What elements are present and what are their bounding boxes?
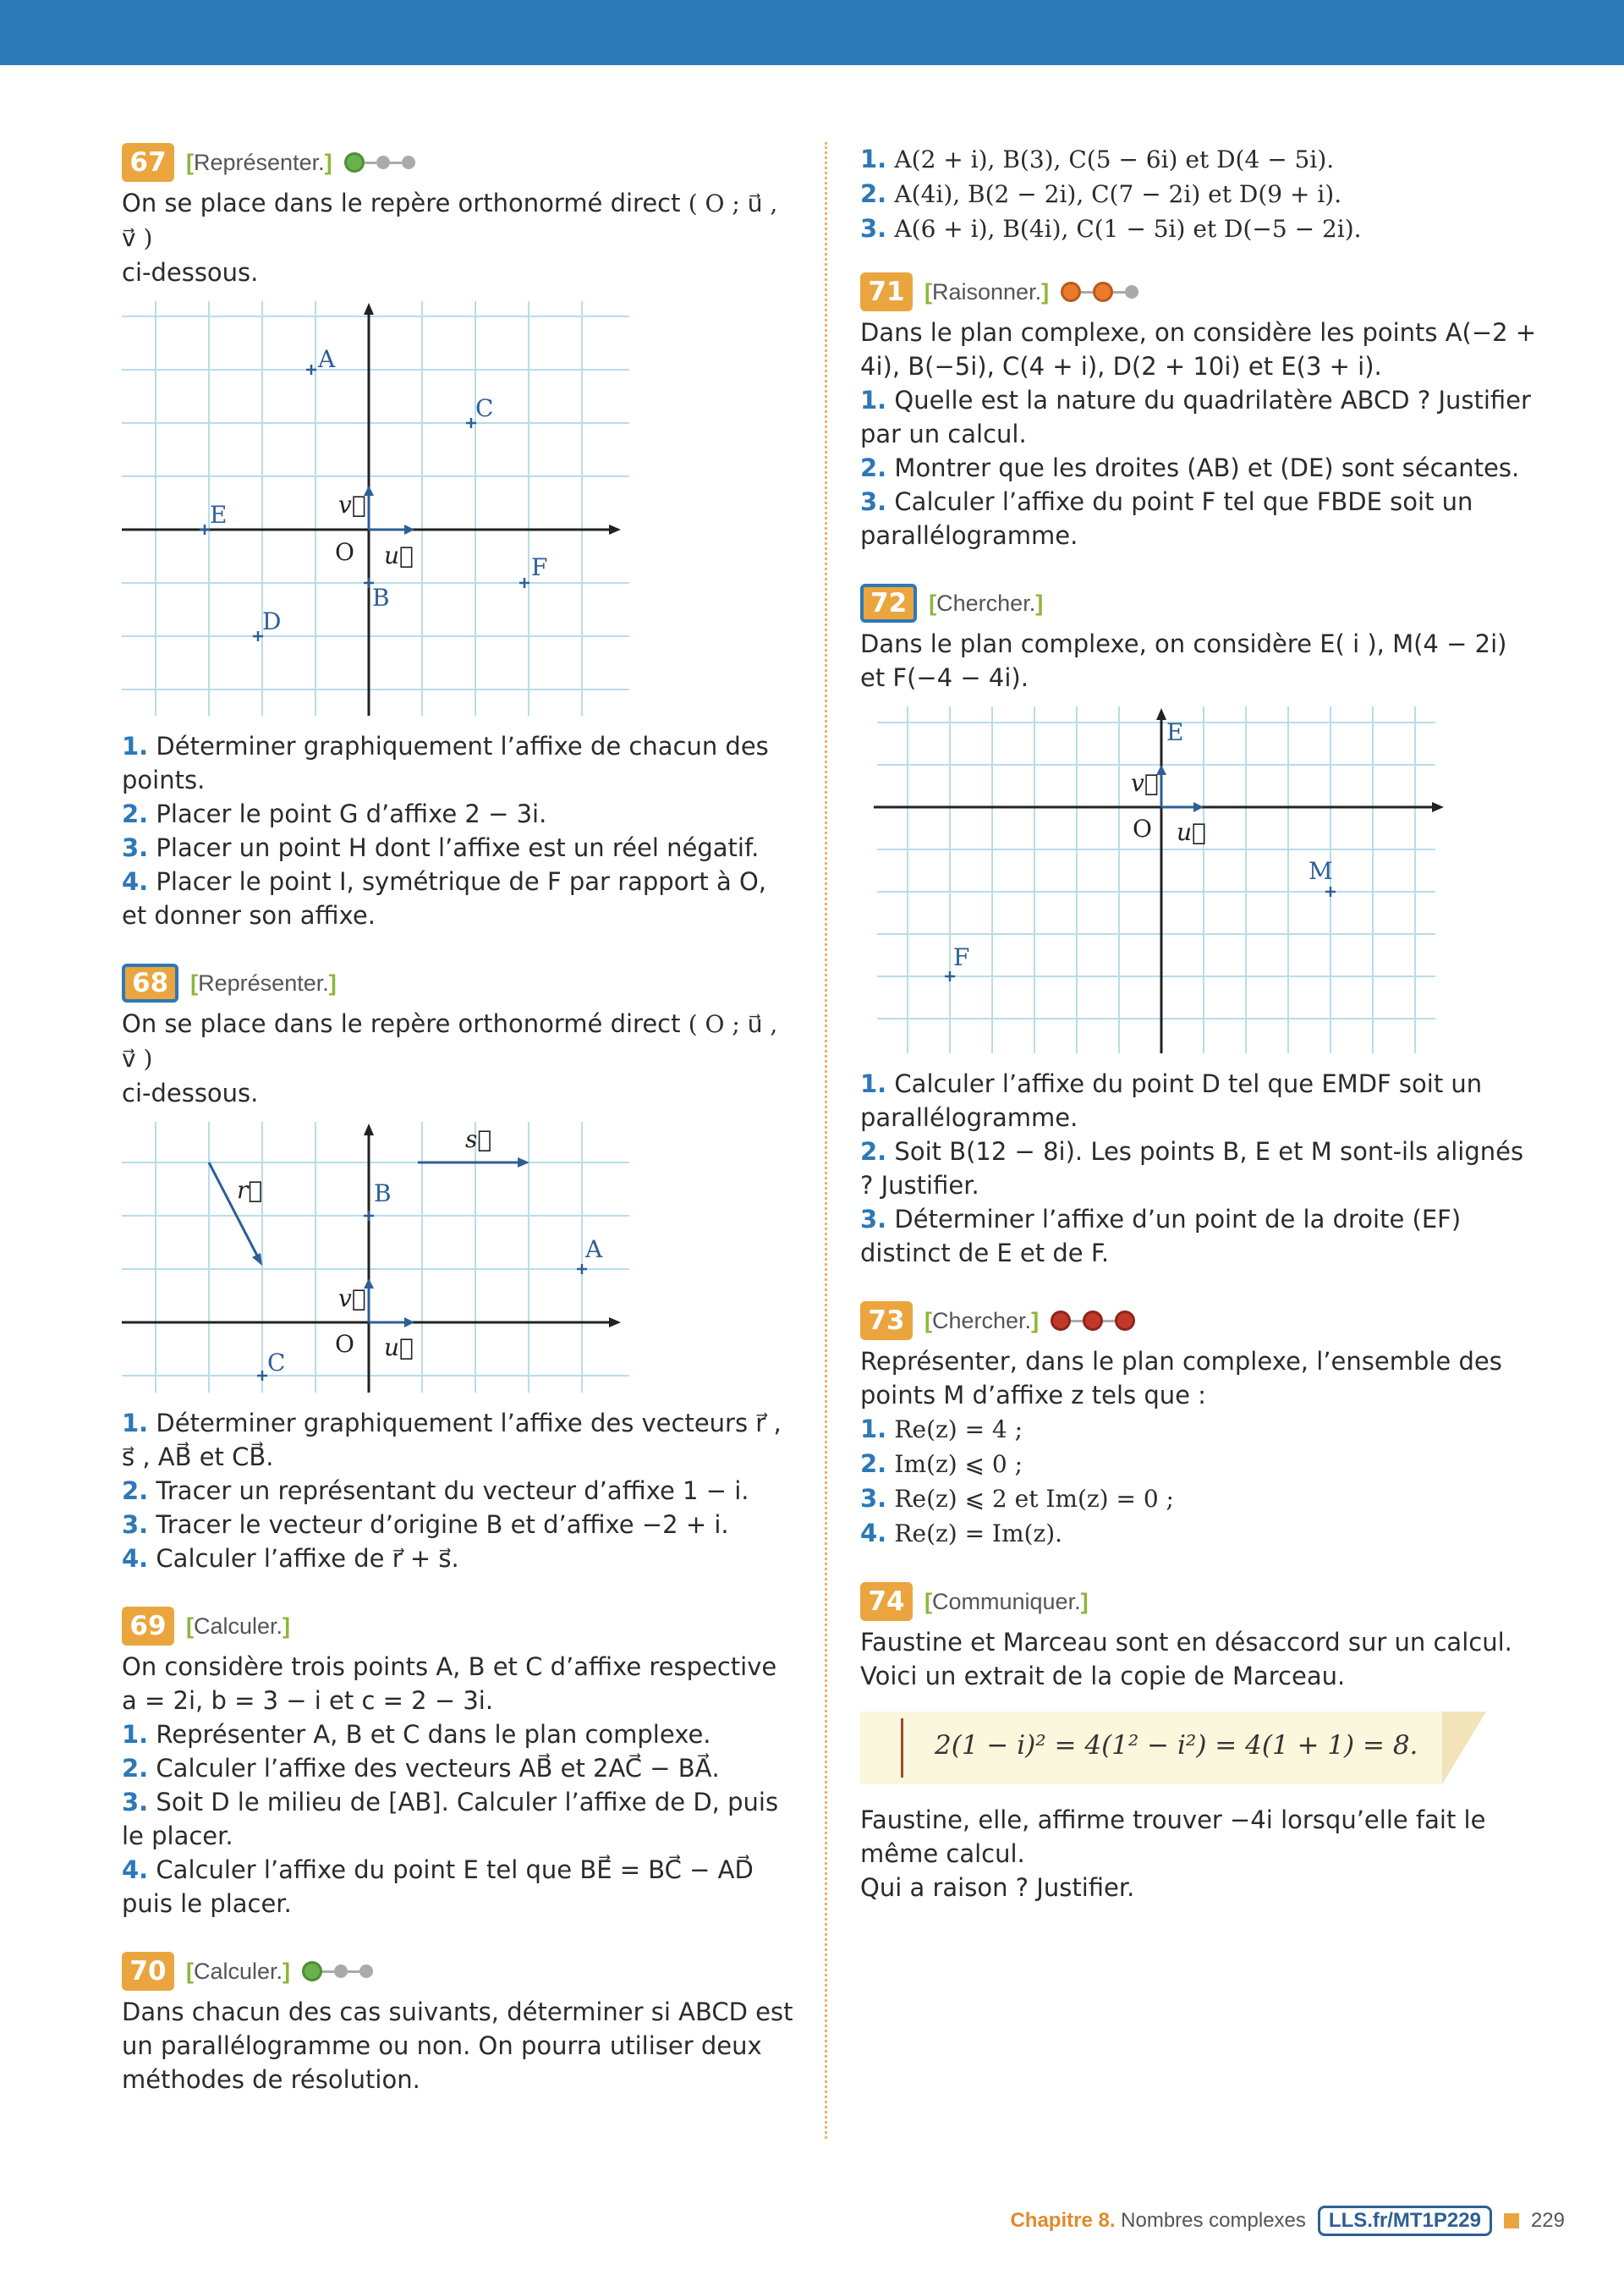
question-1: 1. Déterminer graphiquement l’affixe des vecteurs r⃗ , s⃗ , AB⃗ et CB⃗.: [122, 1409, 782, 1471]
paragraph: Faustine, elle, affirme trouver −4i lorsqu’elle fait le même calcul.: [860, 1805, 1486, 1868]
question-2: 2. Calculer l’affixe des vecteurs AB⃗ et 2AC⃗ − BA⃗.: [122, 1754, 720, 1783]
exercise-number: 74: [860, 1582, 913, 1621]
vector-s-label: s⃗: [465, 1125, 492, 1153]
exercise-header: [860, 583, 1537, 624]
question-1: 1. Re(z) = 4 ;: [860, 1415, 1023, 1443]
point-label-f: F: [953, 943, 970, 971]
question-2: 2. Placer le point G d’affixe 2 − 3i.: [122, 800, 547, 828]
exercise-intro: Dans le plan complexe, on considère les points A(−2 + 4i), B(−5i), C(4 + i), D(2 + 10i) et E(3 + i).: [860, 318, 1537, 381]
exercise-intro: On se place dans le repère orthonormé direct ( O ; u⃗ , v⃗ ) ci-dessous.: [122, 189, 778, 287]
question-1: 1. Quelle est la nature du quadrilatère ABCD ? Justifier par un calcul.: [860, 386, 1531, 448]
vector-v-label: v⃗: [1131, 769, 1159, 797]
question-3: 3. Re(z) ⩽ 2 et Im(z) = 0 ;: [860, 1484, 1174, 1513]
point-label-a: A: [585, 1235, 603, 1263]
exercise-header: [122, 1606, 798, 1646]
vector-u-label: u⃗: [1177, 818, 1206, 846]
question-2: 2. Soit B(12 − 8i). Les points B, E et M sont-ils alignés ? Justifier.: [860, 1137, 1524, 1200]
right-column: [860, 142, 1537, 1935]
exercise-number: 73: [860, 1301, 913, 1340]
paper-curl: [1442, 1712, 1486, 1784]
question-1: 1. Représenter A, B et C dans le plan complexe.: [122, 1720, 711, 1749]
exercise-intro: On considère trois points A, B et C d’affixe respective a = 2i, b = 3 − i et c = 2 − 3i.: [122, 1652, 777, 1715]
question-2: 2. Montrer que les droites (AB) et (DE) sont sécantes.: [860, 453, 1520, 482]
exercise-number: 68: [122, 964, 178, 1003]
exercise-number: 69: [122, 1607, 174, 1646]
difficulty-indicator: [1061, 282, 1138, 302]
exercise-69: [122, 1606, 798, 1921]
page-footer: [1010, 2204, 1565, 2238]
vector-u-label: u⃗: [384, 1333, 414, 1361]
point-label-d: D: [262, 607, 282, 635]
question-3: 3. Soit D le milieu de [AB]. Calculer l’affixe de D, puis le placer.: [122, 1788, 779, 1850]
exercise-71: [860, 272, 1537, 552]
exercise-70: [122, 1951, 798, 2096]
exercise-70-continued: [860, 142, 1537, 246]
exercise-intro: Dans le plan complexe, on considère E( i ), M(4 − 2i) et F(−4 − 4i).: [860, 629, 1507, 692]
margin-line: [901, 1718, 903, 1778]
exercise-header: [122, 1951, 798, 1992]
footer-square-icon: [1504, 2213, 1519, 2228]
chapter-title: Chapitre 8. Nombres complexes: [1010, 2209, 1306, 2232]
resource-link[interactable]: LLS.fr/MT1P229: [1318, 2206, 1492, 2236]
question-2: 2. Im(z) ⩽ 0 ;: [860, 1449, 1023, 1478]
exercise-intro: On se place dans le repère orthonormé direct ( O ; u⃗ , v⃗ ) ci-dessous.: [122, 1009, 778, 1107]
left-column: [122, 142, 798, 2127]
question-1: 1. Déterminer graphiquement l’affixe de chacun des points.: [122, 732, 769, 794]
exercise-74: [860, 1581, 1537, 1904]
vector-r-label: r⃗: [237, 1176, 263, 1204]
column-divider: [825, 142, 827, 2139]
page-number: 229: [1530, 2209, 1565, 2232]
vector-graph: [122, 1122, 646, 1401]
question-3: 3. Placer un point H dont l’affixe est un réel négatif.: [122, 833, 760, 862]
exercise-tag: [Représenter.]: [186, 150, 332, 175]
vector-v-label: v⃗: [338, 491, 366, 519]
exercise-tag: [Chercher.]: [924, 1308, 1040, 1333]
origin-label: O: [335, 1330, 354, 1358]
question-1: 1. Calculer l’affixe du point D tel que EMDF soit un parallélogramme.: [860, 1069, 1483, 1132]
exercise-number: 71: [860, 272, 913, 311]
point-label-e: E: [210, 501, 228, 529]
vector-u-label: u⃗: [384, 541, 414, 569]
question-2: 2. Tracer un représentant du vecteur d’affixe 1 − i.: [122, 1476, 749, 1505]
exercise-header: [122, 963, 798, 1003]
exercise-tag: [Calculer.]: [186, 1613, 291, 1639]
exercise-header: [860, 1300, 1537, 1341]
header-bar: [0, 0, 1624, 65]
origin-label: O: [1133, 815, 1152, 843]
vector-v-label: v⃗: [338, 1284, 366, 1312]
exercise-intro: Faustine et Marceau sont en désaccord sur un calcul. Voici un extrait de la copie de Marceau.: [860, 1628, 1512, 1690]
exercise-header: [860, 1581, 1537, 1622]
point-label-m: M: [1309, 857, 1333, 885]
exercise-number: 67: [122, 143, 174, 182]
difficulty-indicator: [344, 152, 415, 173]
exercise-tag: [Chercher.]: [929, 591, 1044, 616]
exercise-number: 72: [860, 584, 917, 623]
question-4: 4. Calculer l’affixe de r⃗ + s⃗.: [122, 1544, 459, 1573]
point-label-f: F: [531, 553, 548, 581]
question-4: 4. Re(z) = Im(z).: [860, 1519, 1063, 1547]
difficulty-indicator: [302, 1961, 373, 1981]
point-label-c: C: [475, 394, 494, 422]
exercise-header: [122, 142, 798, 183]
point-label-e: E: [1166, 718, 1184, 746]
exercise-number: 70: [122, 1952, 174, 1991]
point-label-a: A: [318, 345, 336, 373]
question-4: 4. Calculer l’affixe du point E tel que BE⃗ = BC⃗ − AD⃗ puis le placer.: [122, 1855, 754, 1918]
complex-plane-graph: [860, 706, 1452, 1062]
exercise-intro: Représenter, dans le plan complexe, l’ensemble des points M d’affixe z tels que :: [860, 1347, 1502, 1410]
question-4: 4. Placer le point I, symétrique de F par rapport à O, et donner son affixe.: [122, 867, 766, 930]
exercise-intro: Dans chacun des cas suivants, déterminer si ABCD est un parallélogramme ou non. On pourra utiliser deux méthodes de résolution.: [122, 1997, 793, 2094]
question-3: 3. Déterminer l’affixe d’un point de la droite (EF) distinct de E et de F.: [860, 1205, 1462, 1267]
exercise-tag: [Représenter.]: [190, 970, 337, 996]
question-3: 3. Calculer l’affixe du point F tel que FBDE soit un parallélogramme.: [860, 487, 1473, 550]
point-label-c: C: [267, 1349, 286, 1377]
point-label-b: B: [372, 584, 390, 612]
exercise-header: [860, 272, 1537, 312]
origin-label: O: [335, 538, 354, 566]
exercise-tag: [Calculer.]: [186, 1959, 291, 1984]
difficulty-indicator: [1051, 1311, 1135, 1331]
question-3: 3. A(6 + i), B(4i), C(1 − 5i) et D(−5 − 2i).: [860, 214, 1362, 243]
handwritten-formula: 2(1 − i)² = 4(1² − i²) = 4(1 + 1) = 8.: [935, 1730, 1418, 1761]
exercise-73: [860, 1300, 1537, 1551]
exercise-tag: [Raisonner.]: [924, 279, 1050, 305]
question-2: 2. A(4i), B(2 − 2i), C(7 − 2i) et D(9 + i).: [860, 179, 1342, 208]
exercise-tag: [Communiquer.]: [924, 1589, 1089, 1614]
exercise-67: [122, 142, 798, 932]
complex-plane-graph: [122, 301, 646, 724]
paragraph: Qui a raison ? Justifier.: [860, 1873, 1135, 1902]
exercise-68: [122, 963, 798, 1575]
question-1: 1. A(2 + i), B(3), C(5 − 6i) et D(4 − 5i).: [860, 145, 1335, 173]
exercise-72: [860, 583, 1537, 1270]
question-3: 3. Tracer le vecteur d’origine B et d’affixe −2 + i.: [122, 1510, 729, 1539]
point-label-b: B: [374, 1179, 392, 1207]
handwritten-note: [860, 1712, 1486, 1784]
